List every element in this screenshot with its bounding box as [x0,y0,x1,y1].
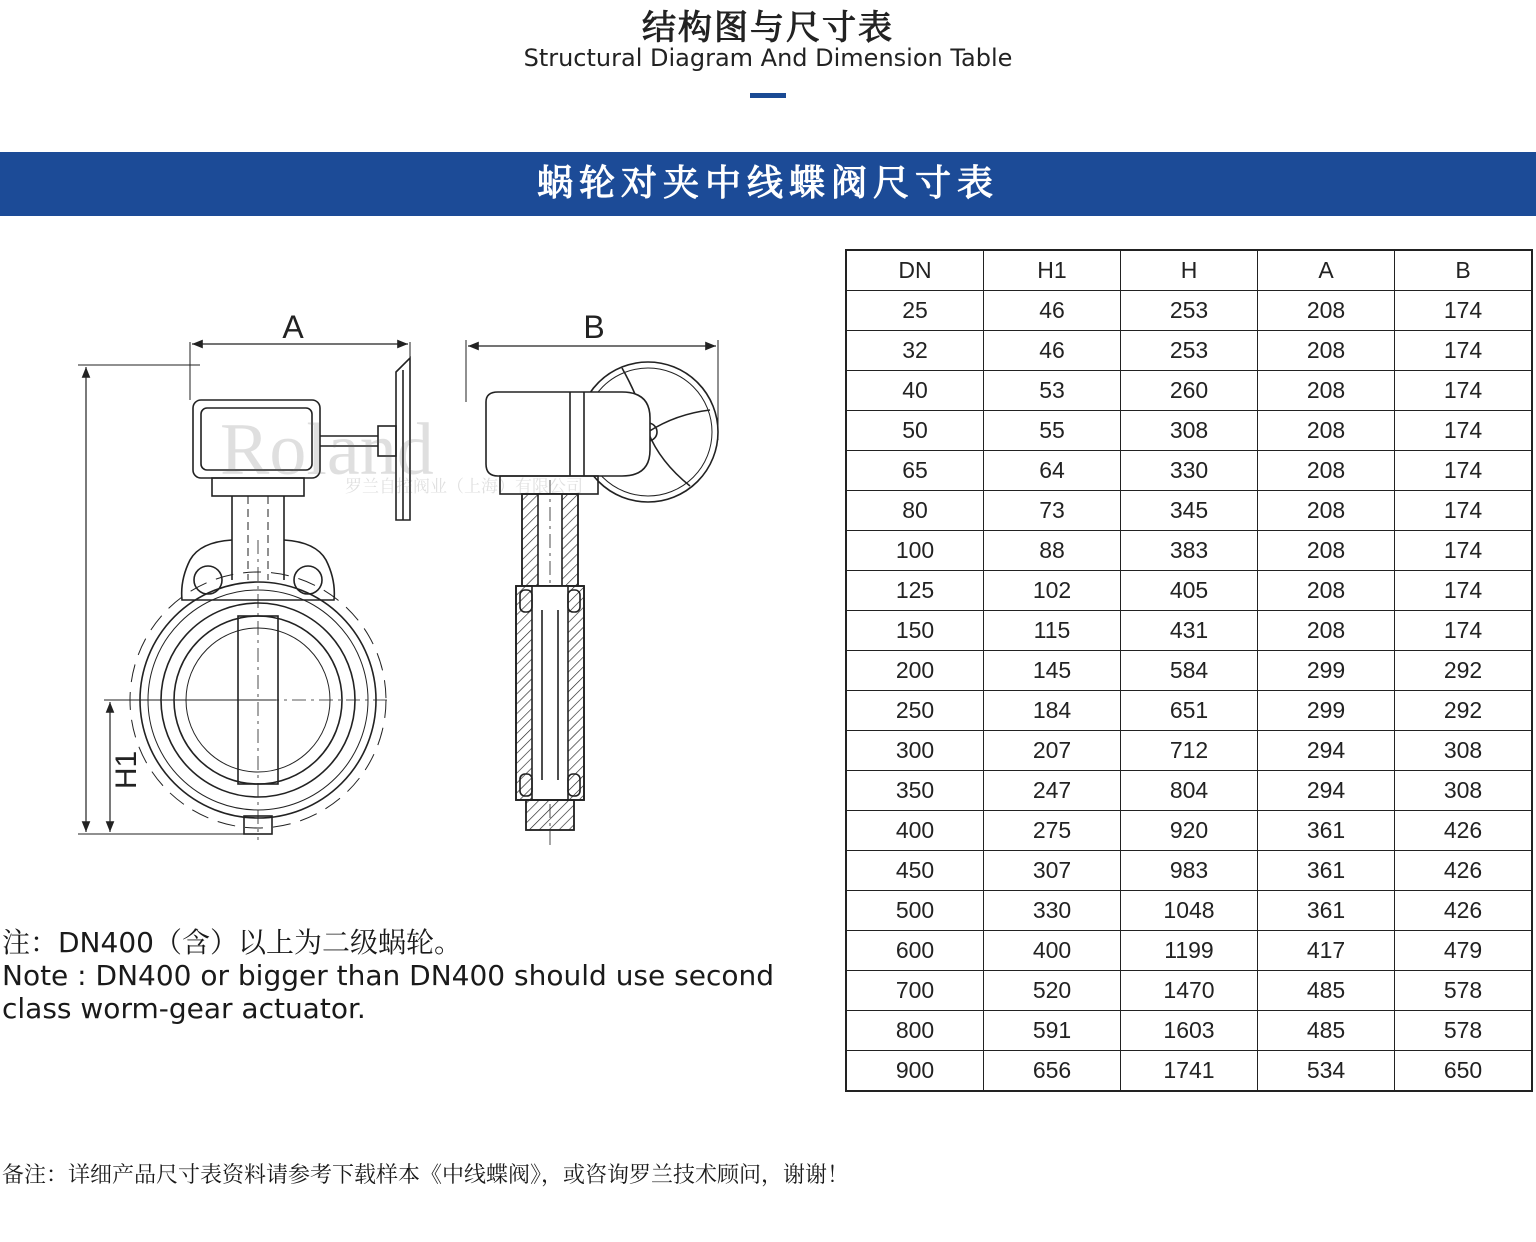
valve-structural-diagram [0,240,800,900]
cell-h1: 46 [984,291,1121,331]
cell-h1: 207 [984,731,1121,771]
cell-a: 208 [1258,331,1395,371]
cell-b: 292 [1395,651,1533,691]
cell-h: 330 [1121,451,1258,491]
side-view [466,340,718,850]
cell-dn: 700 [846,971,984,1011]
cell-dn: 80 [846,491,984,531]
cell-a: 208 [1258,291,1395,331]
cell-a: 294 [1258,731,1395,771]
cell-dn: 50 [846,411,984,451]
cell-a: 361 [1258,851,1395,891]
table-row [846,611,1532,651]
cell-a: 208 [1258,491,1395,531]
cell-b: 174 [1395,291,1533,331]
cell-h: 383 [1121,531,1258,571]
cell-h: 308 [1121,411,1258,451]
page-title: 结构图与尺寸表 [642,8,894,48]
cell-dn: 800 [846,1011,984,1051]
cell-h1: 115 [984,611,1121,651]
table-row [846,291,1532,331]
cell-h1: 55 [984,411,1121,451]
cell-h: 253 [1121,331,1258,371]
table-row [846,771,1532,811]
cell-b: 174 [1395,411,1533,451]
cell-dn: 900 [846,1051,984,1092]
cell-a: 208 [1258,371,1395,411]
table-row [846,651,1532,691]
cell-h1: 46 [984,331,1121,371]
table-row [846,811,1532,851]
cell-b: 426 [1395,891,1533,931]
cell-dn: 450 [846,851,984,891]
cell-b: 308 [1395,771,1533,811]
cell-b: 426 [1395,851,1533,891]
table-row [846,491,1532,531]
cell-dn: 150 [846,611,984,651]
table-row [846,851,1532,891]
cell-a: 361 [1258,811,1395,851]
cell-b: 650 [1395,1051,1533,1092]
cell-b: 308 [1395,731,1533,771]
actuator-note [2,926,822,1025]
cell-h1: 247 [984,771,1121,811]
header-h1: H1 [984,250,1121,291]
footer-remark: 备注：详细产品尺寸表资料请参考下载样本《中线蝶阀》，或咨询罗兰技术顾问，谢谢！ [2,1163,850,1188]
dimension-label-h1: H1 [110,750,143,790]
note-cn: 注：DN400（含）以上为二级蜗轮。 [2,926,462,959]
cell-b: 426 [1395,811,1533,851]
table-row [846,891,1532,931]
cell-a: 208 [1258,611,1395,651]
cell-a: 299 [1258,691,1395,731]
cell-a: 208 [1258,451,1395,491]
cell-h1: 307 [984,851,1121,891]
table-row [846,531,1532,571]
cell-b: 479 [1395,931,1533,971]
cell-h: 260 [1121,371,1258,411]
cell-a: 417 [1258,931,1395,971]
cell-h1: 330 [984,891,1121,931]
cell-h1: 400 [984,931,1121,971]
table-row [846,731,1532,771]
cell-b: 174 [1395,531,1533,571]
cell-a: 294 [1258,771,1395,811]
cell-h1: 184 [984,691,1121,731]
cell-b: 174 [1395,491,1533,531]
cell-h: 804 [1121,771,1258,811]
cell-h: 431 [1121,611,1258,651]
cell-dn: 65 [846,451,984,491]
cell-b: 174 [1395,331,1533,371]
cell-dn: 250 [846,691,984,731]
cell-h: 651 [1121,691,1258,731]
table-row [846,1011,1532,1051]
cell-h1: 102 [984,571,1121,611]
table-row [846,451,1532,491]
cell-h1: 145 [984,651,1121,691]
cell-h1: 656 [984,1051,1121,1092]
header-a: A [1258,250,1395,291]
cell-h1: 520 [984,971,1121,1011]
cell-a: 299 [1258,651,1395,691]
cell-h: 1048 [1121,891,1258,931]
cell-b: 174 [1395,371,1533,411]
cell-b: 174 [1395,571,1533,611]
cell-h1: 88 [984,531,1121,571]
watermark-company: 罗兰自控阀业（上海）有限公司 [345,477,583,497]
table-row [846,691,1532,731]
cell-dn: 600 [846,931,984,971]
cell-dn: 25 [846,291,984,331]
table-row [846,371,1532,411]
cell-dn: 100 [846,531,984,571]
cell-dn: 125 [846,571,984,611]
cell-a: 485 [1258,1011,1395,1051]
cell-h1: 73 [984,491,1121,531]
dimension-table [845,249,1533,1092]
title-accent-bar [750,93,786,98]
header-dn: DN [846,250,984,291]
cell-h1: 591 [984,1011,1121,1051]
cell-dn: 400 [846,811,984,851]
cell-h1: 64 [984,451,1121,491]
cell-h: 1603 [1121,1011,1258,1051]
cell-b: 174 [1395,611,1533,651]
cell-b: 578 [1395,1011,1533,1051]
note-en-line2: class worm-gear actuator. [2,992,366,1025]
note-en-line1: Note : DN400 or bigger than DN400 should use second [2,959,775,992]
cell-h: 405 [1121,571,1258,611]
header-h: H [1121,250,1258,291]
cell-h: 920 [1121,811,1258,851]
cell-dn: 200 [846,651,984,691]
cell-h1: 275 [984,811,1121,851]
cell-dn: 40 [846,371,984,411]
cell-h: 1470 [1121,971,1258,1011]
cell-b: 292 [1395,691,1533,731]
cell-h: 712 [1121,731,1258,771]
cell-h: 253 [1121,291,1258,331]
cell-a: 485 [1258,971,1395,1011]
cell-h: 345 [1121,491,1258,531]
cell-h: 584 [1121,651,1258,691]
cell-h: 1741 [1121,1051,1258,1092]
cell-h: 1199 [1121,931,1258,971]
section-banner: 蜗轮对夹中线蝶阀尺寸表 [0,152,1536,216]
cell-b: 174 [1395,451,1533,491]
dimension-label-b: B [583,309,605,345]
cell-h1: 53 [984,371,1121,411]
cell-a: 534 [1258,1051,1395,1092]
table-row [846,931,1532,971]
page-subtitle: Structural Diagram And Dimension Table [523,44,1013,72]
header-b: B [1395,250,1533,291]
table-row [846,1051,1532,1092]
dimension-table-body [846,291,1532,1092]
watermark-brand: Roland [220,409,434,491]
cell-dn: 32 [846,331,984,371]
cell-a: 208 [1258,531,1395,571]
cell-a: 208 [1258,411,1395,451]
cell-dn: 300 [846,731,984,771]
cell-h: 983 [1121,851,1258,891]
table-row [846,411,1532,451]
cell-dn: 500 [846,891,984,931]
cell-a: 208 [1258,571,1395,611]
cell-a: 361 [1258,891,1395,931]
table-row [846,971,1532,1011]
dimension-table-header [846,250,1532,291]
table-row [846,331,1532,371]
cell-b: 578 [1395,971,1533,1011]
table-row [846,571,1532,611]
cell-dn: 350 [846,771,984,811]
dimension-label-a: A [282,309,304,345]
